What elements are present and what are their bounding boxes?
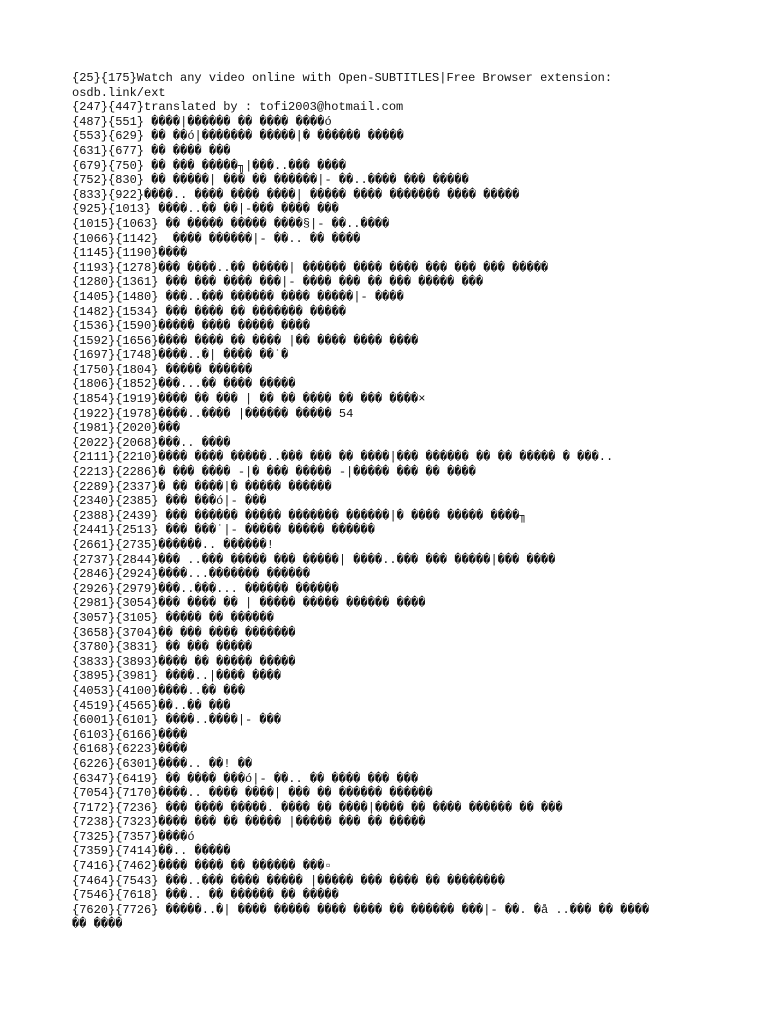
subtitle-line: {1536}{1590}����� ���� ����� ���� xyxy=(72,319,311,334)
subtitle-line: {7172}{7236} ��� ���� �����. ���� �� ����|���� �� ���� ������ �� ��� xyxy=(72,800,563,815)
subtitle-text-block xyxy=(72,71,748,932)
subtitle-line: {2441}{2513} ��� ���˙|- ����� ����� ������ xyxy=(72,523,375,538)
subtitle-line: {7238}{7323}���� ��� �� ����� |����� ��� �� ����� xyxy=(72,815,426,830)
subtitle-line: {1922}{1978}����..���� |������ ����� 54 xyxy=(72,406,354,421)
subtitle-line: {6168}{6223}���� xyxy=(72,742,188,757)
subtitle-line: {1405}{1480} ���..��� ������ ���� �����|- ���� xyxy=(72,289,404,304)
subtitle-line: {3658}{3704}�� ��� ���� ������� xyxy=(72,625,296,640)
subtitle-line: {1482}{1534} ��� ���� �� ������� ����� xyxy=(72,304,347,319)
subtitle-line: {7416}{7462}���� ���� �� ������ ���▫ xyxy=(72,859,332,874)
subtitle-line: {3780}{3831} �� ��� ����� xyxy=(72,640,253,655)
subtitle-line: {1145}{1190}���� xyxy=(72,246,188,261)
subtitle-line: {2289}{2337}� �� ����|� ����� ������ xyxy=(72,479,332,494)
subtitle-line: {2737}{2844}��� ..��� ����� ��� �����| ����..��� ��� �����|��� ���� xyxy=(72,552,556,567)
subtitle-line: {925}{1013} ����..�� ��|-��� ���� ��� xyxy=(72,202,339,217)
subtitle-line: {1193}{1278}��� ����..�� �����| ������ ���� ���� ��� ��� ��� ����� xyxy=(72,260,549,275)
subtitle-line: {553}{629} �� ��ó|������� �����|� ������ ����� xyxy=(72,129,404,144)
subtitle-line: {1750}{1804} ����� ������ xyxy=(72,362,253,377)
subtitle-line: {1066}{1142} ���� ������|- ��.. �� ���� xyxy=(72,231,361,246)
subtitle-line: {7325}{7357}����ó xyxy=(72,829,195,844)
subtitle-line: {679}{750} �� ��� �����╖|���..��� ���� xyxy=(72,158,347,173)
subtitle-line: {7464}{7543} ���..��� ���� ����� |����� ��� ���� �� �������� xyxy=(72,873,505,888)
subtitle-line: {631}{677} �� ���� ��� xyxy=(72,143,231,158)
subtitle-line: �� ���� xyxy=(72,917,123,932)
subtitle-line: {6347}{6419} �� ���� ���ó|- ��.. �� ���� ��� ��� xyxy=(72,771,419,786)
subtitle-line: {2926}{2979}���..���... ������ ������ xyxy=(72,581,339,596)
subtitle-line: {247}{447}translated by : tofi2003@hotmail.com xyxy=(72,100,404,115)
subtitle-line: {6226}{6301}����.. ��! �� xyxy=(72,756,253,771)
subtitle-line: {7054}{7170}����.. ���� ����| ��� �� ������ ������ xyxy=(72,786,433,801)
subtitle-line: osdb.link/ext xyxy=(72,85,166,100)
subtitle-line: {6001}{6101} ����..����|- ��� xyxy=(72,713,282,728)
subtitle-line: {2846}{2924}����...������� ������ xyxy=(72,567,311,582)
subtitle-line: {1280}{1361} ��� ��� ���� ���|- ���� ��� �� ��� ����� ��� xyxy=(72,275,484,290)
subtitle-line: {2661}{2735}������.. ������! xyxy=(72,538,274,552)
subtitle-line: {25}{175}Watch any video online with Open-SUBTITLES|Free Browser extension: xyxy=(72,71,613,85)
subtitle-line: {752}{830} �� �����| ��� �� ������|- ��..���� ��� ����� xyxy=(72,173,469,188)
subtitle-line: {1806}{1852}���...�� ���� ����� xyxy=(72,377,296,392)
subtitle-line: {2111}{2210}���� ���� �����..��� ��� �� ����|��� ������ �� �� ����� � ���.. xyxy=(72,450,614,465)
subtitle-line: {833}{922}����.. ���� ���� ����| ����� ���� ������� ���� ����� xyxy=(72,187,520,202)
subtitle-line: {6103}{6166}���� xyxy=(72,727,188,742)
subtitle-line: {1854}{1919}���� �� ��� | �� �� ���� �� ��� ����× xyxy=(72,392,426,407)
subtitle-line: {2022}{2068}���.. ���� xyxy=(72,435,231,450)
subtitle-line: {1592}{1656}���� ���� �� ���� |�� ���� ���� ���� xyxy=(72,333,419,348)
subtitle-line: {2340}{2385} ��� ���ó|- ��� xyxy=(72,494,267,509)
subtitle-line: {4519}{4565}��..�� ��� xyxy=(72,698,231,713)
subtitle-line: {2981}{3054}��� ���� �� | ����� ����� ������ ���� xyxy=(72,596,426,611)
subtitle-line: {1697}{1748}����..�| ���� ��˙� xyxy=(72,348,289,363)
subtitle-line: {3057}{3105} ����� �� ������ xyxy=(72,610,274,625)
subtitle-line: {3833}{3893}���� �� ����� ����� xyxy=(72,654,296,669)
subtitle-line: {4053}{4100}����..�� ��� xyxy=(72,683,246,698)
subtitle-line: {7546}{7618} ���.. �� ������ �� ����� xyxy=(72,888,339,903)
subtitle-line: {7359}{7414}��.. ����� xyxy=(72,844,231,859)
subtitle-line: {1015}{1063} �� ����� ����� ����§|- ��..���� xyxy=(72,216,390,231)
subtitle-line: {2388}{2439} ��� ������ ����� ������� ������|� ���� ����� ����╖ xyxy=(72,508,527,523)
subtitle-line: {2213}{2286}� ��� ���� -|� ��� ����� -|����� ��� �� ���� xyxy=(72,465,476,480)
subtitle-line: {487}{551} ����|������ �� ���� ����ó xyxy=(72,114,332,129)
subtitle-line: {3895}{3981} ����..|���� ���� xyxy=(72,669,282,684)
subtitle-line: {1981}{2020}��� xyxy=(72,421,181,436)
subtitle-line: {7620}{7726} �����..�| ���� ����� ���� ���� �� ������ ���|- ��. �å ..��� �� ���� xyxy=(72,902,650,917)
